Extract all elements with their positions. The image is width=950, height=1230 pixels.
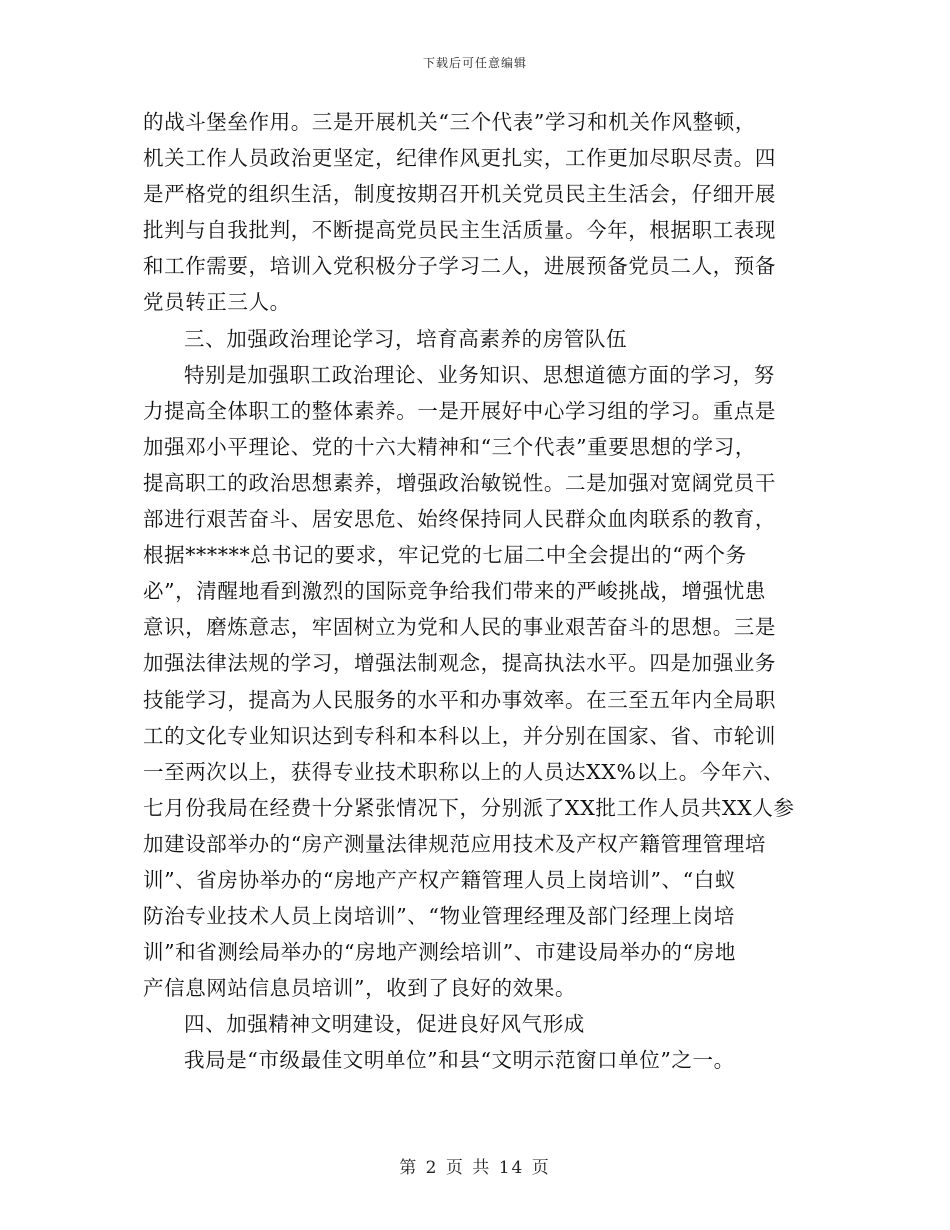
text-line: 和工作需要，培训入党积极分子学习二人，进展预备党员二人，预备 xyxy=(143,254,776,279)
text-line: 我局是“市级最佳文明单位”和县“文明示范窗口单位”之一。 xyxy=(184,1048,735,1073)
text-line: 的战斗堡垒作用。三是开展机关“三个代表”学习和机关作风整顿， xyxy=(143,110,756,134)
text-line: 防治专业技术人员上岗培训”、“物业管理经理及部门经理上岗培 xyxy=(143,904,735,929)
text-line: 一至两次以上，获得专业技术职称以上的人员达XX%以上。今年六、 xyxy=(143,759,785,784)
text-line: 批判与自我批判，不断提高党员民主生活质量。今年，根据职工表现 xyxy=(143,218,776,243)
text-line: 四、加强精神文明建设，促进良好风气形成 xyxy=(184,1012,585,1037)
text-line: 加强邓小平理论、党的十六大精神和“三个代表”重要思想的学习， xyxy=(143,434,756,459)
text-line: 技能学习，提高为人民服务的水平和办事效率。在三至五年内全局职 xyxy=(143,687,776,712)
text-line: 根据******总书记的要求，牢记党的七届二中全会提出的“两个务 xyxy=(143,543,747,568)
text-line: 七月份我局在经费十分紧张情况下，分别派了XX批工作人员共XX人参 xyxy=(143,795,795,820)
page-header: 下载后可任意编辑 xyxy=(422,56,527,70)
text-line: 工的文化专业知识达到专科和本科以上，并分别在国家、省、市轮训 xyxy=(143,723,776,748)
text-line: 训”、省房协举办的“房地产产权产籍管理人员上岗培训”、“白蚁 xyxy=(143,867,736,892)
text-line: 意识，磨炼意志，牢固树立为党和人民的事业艰苦奋斗的思想。三是 xyxy=(143,615,776,640)
text-line: 加强法律法规的学习，增强法制观念，提高执法水平。四是加强业务 xyxy=(143,651,776,676)
text-line: 加建设部举办的“房产测量法律规范应用技术及产权产籍管理管理培 xyxy=(143,831,766,856)
body-text xyxy=(143,104,808,1079)
text-line: 特别是加强职工政治理论、业务知识、思想道德方面的学习，努 xyxy=(184,362,775,387)
text-line: 党员转正三人。 xyxy=(143,290,291,315)
text-line: 三、加强政治理论学习，培育高素养的房管队伍 xyxy=(184,326,628,351)
text-line: 部进行艰苦奋斗、居安思危、始终保持同人民群众血肉联系的教育， xyxy=(143,507,776,532)
text-line: 提高职工的政治思想素养，增强政治敏锐性。二是加强对宽阔党员干 xyxy=(143,470,776,495)
text-line: 力提高全体职工的整体素养。一是开展好中心学习组的学习。重点是 xyxy=(143,398,776,423)
text-line: 是严格党的组织生活，制度按期召开机关党员民主生活会，仔细开展 xyxy=(143,182,776,207)
page-footer: 第 2 页 共 14 页 xyxy=(399,1158,551,1178)
text-line: 产信息网站信息员培训”，收到了良好的效果。 xyxy=(143,976,577,1001)
text-line: 机关工作人员政治更坚定，纪律作风更扎实，工作更加尽职尽责。四 xyxy=(143,146,776,171)
text-line: 必”，清醒地看到激烈的国际竞争给我们带来的严峻挑战，增强忧患 xyxy=(143,579,766,604)
text-line: 训”和省测绘局举办的“房地产测绘培训”、市建设局举办的“房地 xyxy=(143,940,736,965)
